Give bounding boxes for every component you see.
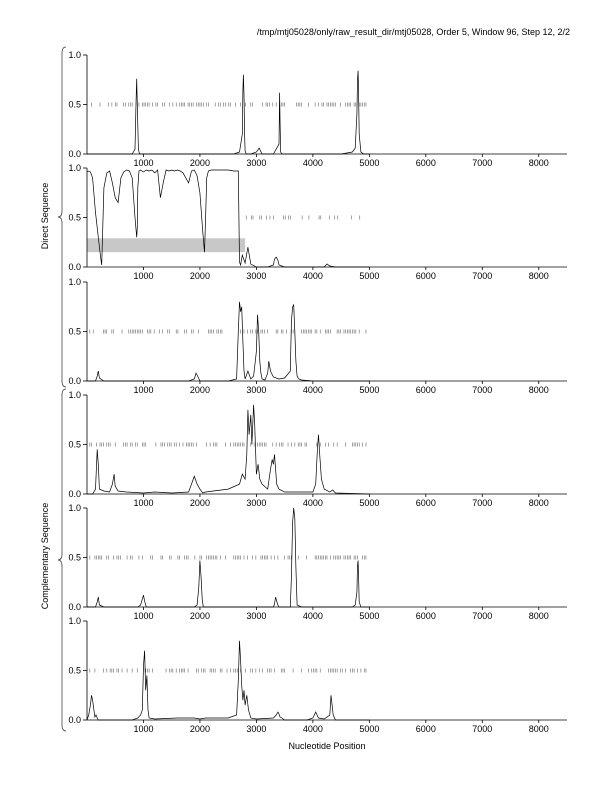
x-tick-label: 8000 [528, 158, 549, 168]
x-tick-label: 2000 [189, 498, 210, 508]
x-tick-label: 6000 [415, 611, 436, 621]
x-tick-label: 6000 [415, 385, 436, 395]
x-tick-label: 4000 [302, 724, 323, 734]
x-tick-label: 8000 [528, 385, 549, 395]
x-tick-label: 1000 [133, 385, 154, 395]
x-tick-label: 5000 [359, 611, 380, 621]
y-tick-label: 0.0 [68, 602, 81, 612]
x-tick-label: 7000 [472, 158, 493, 168]
y-tick-label: 0.0 [68, 262, 81, 272]
shaded-region [87, 238, 245, 252]
complementary-sequence-label: Complementary Sequence [40, 502, 50, 610]
x-tick-label: 3000 [246, 271, 267, 281]
y-tick-label: 1.0 [68, 616, 81, 626]
x-tick-label: 5000 [359, 385, 380, 395]
y-tick-label: 0.5 [68, 665, 81, 676]
x-tick-label: 8000 [528, 611, 549, 621]
y-tick-label: 1.0 [68, 390, 81, 400]
x-tick-label: 5000 [359, 271, 380, 281]
x-tick-label: 1000 [133, 271, 154, 281]
y-tick-label: 1.0 [68, 503, 81, 513]
y-tick-label: 1.0 [68, 277, 81, 287]
y-tick-label: 0.0 [68, 376, 81, 386]
x-tick-label: 2000 [189, 271, 210, 281]
x-tick-label: 3000 [246, 724, 267, 734]
x-tick-label: 7000 [472, 724, 493, 734]
series-line-panel-4 [87, 405, 369, 494]
x-tick-label: 3000 [246, 498, 267, 508]
x-tick-label: 7000 [472, 385, 493, 395]
x-tick-label: 1000 [133, 724, 154, 734]
x-tick-label: 3000 [246, 158, 267, 168]
y-tick-label: 0.5 [68, 212, 81, 223]
x-tick-label: 6000 [415, 271, 436, 281]
x-tick-label: 8000 [528, 498, 549, 508]
x-tick-label: 2000 [189, 158, 210, 168]
y-tick-label: 0.0 [68, 149, 81, 159]
series-line-panel-3 [87, 302, 369, 381]
y-tick-label: 0.5 [68, 326, 81, 337]
x-tick-label: 4000 [302, 385, 323, 395]
y-tick-label: 1.0 [68, 163, 81, 173]
x-tick-label: 6000 [415, 158, 436, 168]
page-title: /tmp/mtj05028/only/raw_result_dir/mtj05028, Order 5, Window 96, Step 12, 2/2 [256, 27, 570, 37]
x-tick-label: 2000 [189, 724, 210, 734]
y-tick-label: 0.5 [68, 439, 81, 450]
x-tick-label: 7000 [472, 271, 493, 281]
x-tick-label: 3000 [246, 385, 267, 395]
x-tick-label: 1000 [133, 611, 154, 621]
y-tick-label: 0.0 [68, 715, 81, 725]
complementary-sequence-brace [58, 389, 66, 731]
y-tick-label: 0.5 [68, 99, 81, 110]
x-tick-label: 6000 [415, 498, 436, 508]
x-tick-label: 5000 [359, 724, 380, 734]
x-tick-label: 4000 [302, 271, 323, 281]
x-tick-label: 7000 [472, 611, 493, 621]
x-tick-label: 5000 [359, 498, 380, 508]
x-axis-label: Nucleotide Position [288, 741, 366, 751]
x-tick-label: 3000 [246, 611, 267, 621]
x-tick-label: 6000 [415, 724, 436, 734]
x-tick-label: 1000 [133, 498, 154, 508]
y-tick-label: 1.0 [68, 50, 81, 60]
direct-sequence-label: Direct Sequence [40, 182, 50, 250]
x-tick-label: 8000 [528, 724, 549, 734]
x-tick-label: 7000 [472, 498, 493, 508]
x-tick-label: 4000 [302, 158, 323, 168]
y-tick-label: 0.0 [68, 489, 81, 499]
direct-sequence-brace [58, 47, 66, 387]
x-tick-label: 2000 [189, 611, 210, 621]
x-tick-label: 4000 [302, 498, 323, 508]
series-line-panel-6 [87, 641, 369, 720]
series-line-panel-1 [87, 71, 369, 154]
x-tick-label: 4000 [302, 611, 323, 621]
x-tick-label: 8000 [528, 271, 549, 281]
series-line-panel-2 [87, 170, 369, 267]
x-tick-label: 1000 [133, 158, 154, 168]
y-tick-label: 0.5 [68, 552, 81, 563]
x-tick-label: 2000 [189, 385, 210, 395]
x-tick-label: 5000 [359, 158, 380, 168]
